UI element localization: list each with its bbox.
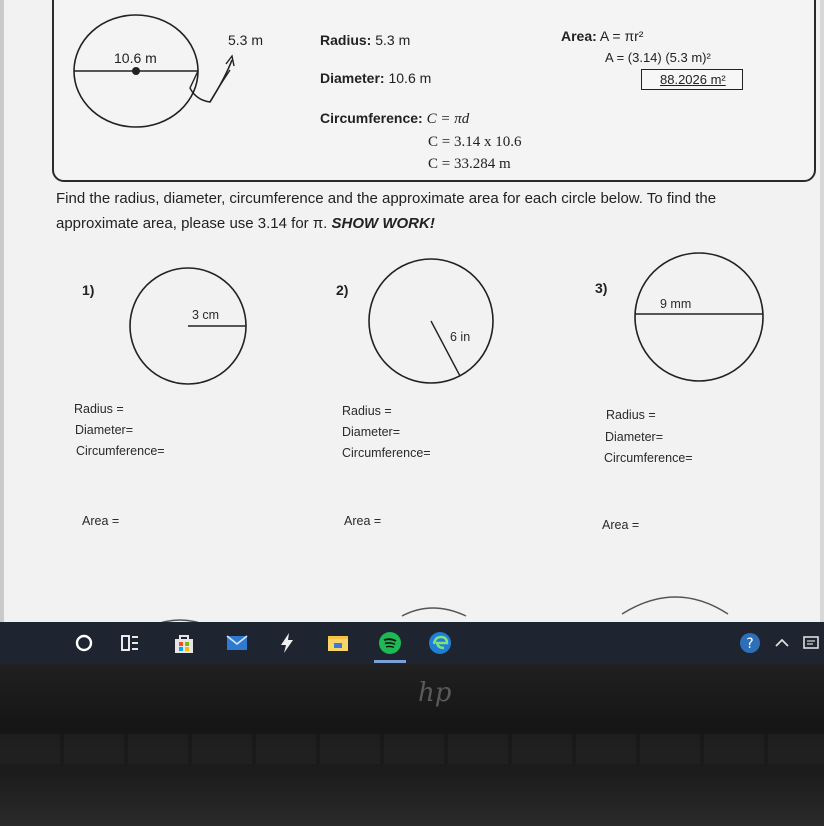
example-radius-label: 5.3 m (228, 32, 264, 48)
laptop-bezel (0, 664, 824, 826)
spotify-icon[interactable] (378, 631, 402, 655)
store-icon[interactable] (172, 631, 196, 655)
problem-2-radius: Radius = (342, 404, 392, 418)
problem-1-circle (126, 264, 250, 388)
cortana-icon[interactable] (72, 631, 96, 655)
problem-3-circle (630, 248, 768, 386)
problem-3-area: Area = (602, 518, 640, 532)
problem-3-number: 3) (595, 280, 608, 296)
keyboard-edge (0, 734, 824, 764)
example-diameter (320, 70, 431, 86)
problem-3-circumference: Circumference= (604, 451, 693, 465)
area-label: Area: (561, 28, 597, 44)
next-row-circles (4, 590, 820, 626)
example-circle-diagram (70, 8, 270, 138)
circumference-step: C = 3.14 x 10.6 (428, 134, 522, 150)
problem-1-measure: 3 cm (192, 308, 220, 322)
circumference-label: Circumference: (320, 110, 423, 126)
problem-3-radius: Radius = (606, 408, 656, 422)
instructions-text: Find the radius, diameter, circumference and the approximate area for each circle below. To find the approximate area, please use 3.14 for π. (56, 190, 717, 232)
notification-icon[interactable] (800, 631, 824, 655)
diameter-label: Diameter: (320, 70, 385, 86)
problem-2-circle (364, 254, 498, 388)
radius-label: Radius: (320, 32, 372, 48)
instructions (56, 186, 796, 236)
worksheet-page (4, 0, 820, 626)
area-formula: A = πr² (599, 28, 644, 44)
area-step: A = (3.14) (5.3 m)² (605, 50, 711, 65)
problem-1-circumference: Circumference= (76, 444, 165, 458)
file-explorer-icon[interactable] (326, 631, 350, 655)
circumference-formula: C = πd (426, 111, 470, 127)
active-app-indicator (374, 660, 406, 663)
problem-1-diameter: Diameter= (75, 423, 134, 437)
problem-2-diameter: Diameter= (342, 425, 401, 439)
problem-1-area: Area = (82, 514, 120, 528)
area-answer-box (641, 69, 743, 90)
problem-3-diameter: Diameter= (605, 430, 664, 444)
instructions-emphasis: SHOW WORK! (331, 215, 435, 232)
area-result: 88.2026 m² (660, 72, 726, 87)
chevron-up-icon[interactable] (770, 631, 794, 655)
mail-icon[interactable] (225, 631, 249, 655)
problem-2-circumference: Circumference= (342, 446, 431, 460)
diameter-value: 10.6 m (388, 70, 432, 86)
svg-text:?: ? (746, 636, 754, 652)
problem-1-radius: Radius = (74, 402, 124, 416)
problem-2-area: Area = (344, 514, 382, 528)
problem-1-number: 1) (82, 282, 95, 298)
task-view-icon[interactable] (118, 631, 142, 655)
help-icon[interactable] (738, 631, 762, 655)
circumference-result: C = 33.284 m (428, 156, 511, 172)
example-circumference (320, 110, 469, 128)
edge-icon[interactable] (428, 631, 452, 655)
problem-3-measure: 9 mm (660, 297, 692, 311)
winamp-icon[interactable] (275, 631, 299, 655)
example-diameter-label: 10.6 m (114, 50, 157, 66)
problem-2-measure: 6 in (450, 330, 471, 344)
hp-logo: hp (418, 678, 452, 708)
taskbar (0, 622, 824, 664)
example-radius (320, 32, 410, 48)
radius-value: 5.3 m (375, 32, 411, 48)
problem-2-number: 2) (336, 282, 349, 298)
example-area (561, 28, 643, 44)
